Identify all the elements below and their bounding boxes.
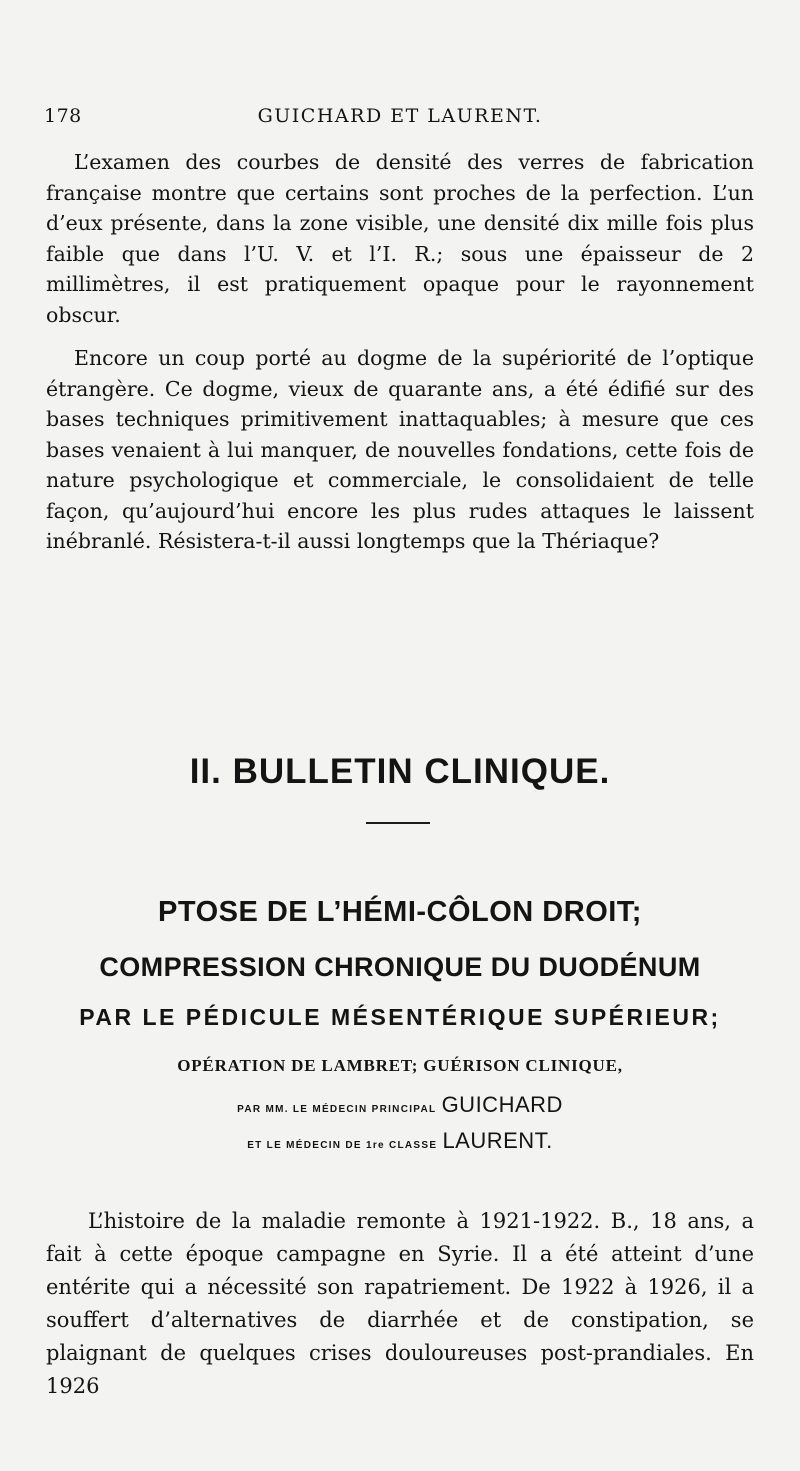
article-title-line-2: COMPRESSION CHRONIQUE DU DUODÉNUM [99, 952, 701, 982]
article-title-line-4: OPÉRATION DE LAMBRET; GUÉRISON CLINIQUE, [177, 1056, 623, 1075]
paragraph-case-history: L’histoire de la maladie remonte à 1921-1922. B., 18 ans, a fait à cette époque campagne en Syrie. Il a été atteint d’une entérite qui a nécessité son rapatriement. De 1922 à 1926, il a souffert d’alternatives de diarrhée et de constipation, se plaignant de quelques crises douloureuses post-prandiales. En 1926 [46, 1209, 754, 1398]
article-title-line-1: PTOSE DE L’HÉMI-CÔLON DROIT; [158, 896, 642, 928]
paragraph-glass-density: L’examen des courbes de densité des verres de fabrication française montre que certains sont proches de la perfection. L’un d’eux présente, dans la zone visible, une densité dix mille fois plus faible que dans l’U. V. et l’I. R.; sous une épaisseur de 2 millimètres, il est pratiquement opaque pour le rayonnement obscur. [46, 150, 754, 327]
article-title-line-3: PAR LE PÉDICULE MÉSENTÉRIQUE SUPÉRIEUR; [79, 1004, 721, 1030]
section-divider [366, 822, 430, 824]
author-2-name: LAURENT. [442, 1128, 553, 1153]
paragraph-foreign-optics-dogma: Encore un coup porté au dogme de la supériorité de l’optique étrangère. Ce dogme, vieux de quarante ans, a été édifié sur des bases techniques primitivement inattaquables; à mesure que ces bases venaient à lui manquer, de nouvelles fondations, cette fois de nature psychologique et commerciale, le consolidaient de telle façon, qu’aujourd’hui encore les plus rudes attaques le laissent inébranlé. Résistera-t-il aussi longtemps que la Thériaque? [46, 346, 754, 553]
author-1-name: GUICHARD [441, 1092, 563, 1117]
author-1-rank: PAR MM. LE MÉDECIN PRINCIPAL [237, 1104, 437, 1115]
author-2-rank: ET LE MÉDECIN DE 1re CLASSE [247, 1140, 438, 1151]
author-line-2 [0, 1128, 800, 1154]
running-title: GUICHARD ET LAURENT. [257, 105, 543, 127]
section-heading: II. BULLETIN CLINIQUE. [189, 752, 611, 791]
page-number: 178 [44, 105, 82, 127]
author-line-1 [0, 1092, 800, 1118]
